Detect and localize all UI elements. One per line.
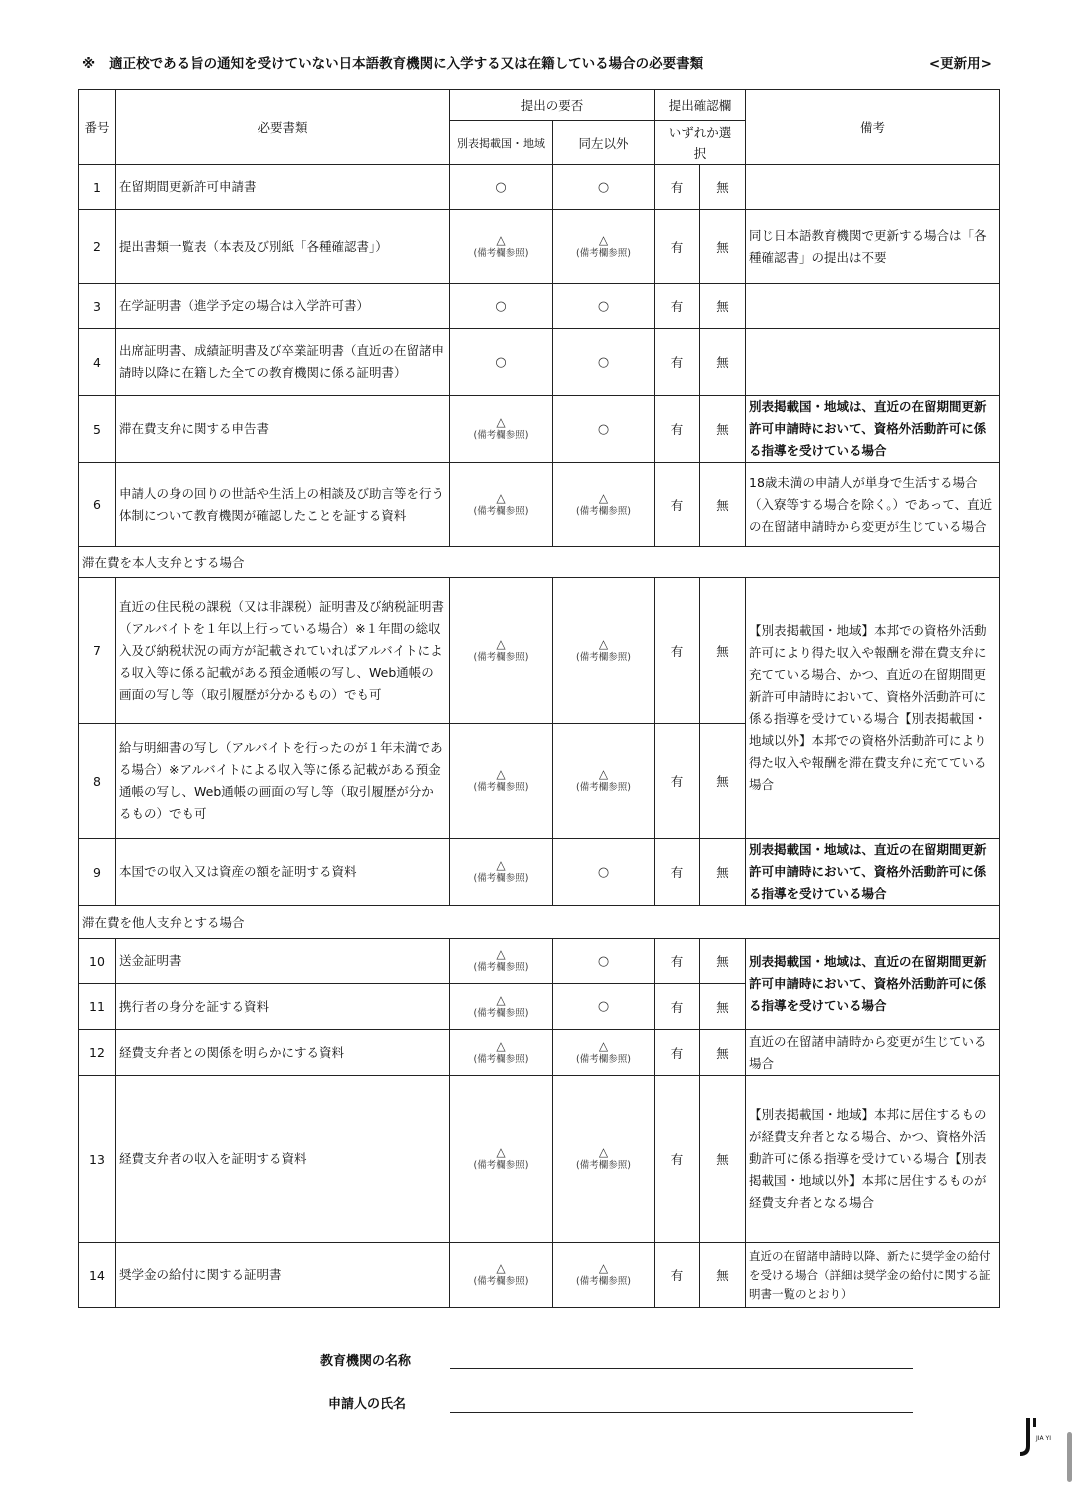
see-remarks-note: (備考欄参照): [576, 505, 631, 517]
scrollbar-thumb[interactable]: [1067, 1432, 1072, 1482]
triangle-mark: △: [598, 636, 609, 651]
triangle-mark: △: [496, 232, 506, 247]
row-remarks: [746, 284, 1000, 329]
no-option[interactable]: 無: [700, 578, 746, 724]
triangle-mark: △: [598, 490, 609, 505]
table-row: [79, 284, 1000, 329]
col-documents-header: 必要書類: [116, 90, 450, 165]
yes-option[interactable]: 有: [655, 578, 700, 724]
listed-cell: [450, 839, 553, 906]
row-remarks: 【別表掲載国・地域】本邦に居住するものが経費支弁者となる場合、かつ、資格外活動許可に係る指導を受けている場合【別表掲載国・地域以外】本邦に居住するものが経費支弁者となる場合: [746, 1076, 1000, 1243]
other-cell: [553, 463, 655, 547]
table-row: [79, 329, 1000, 396]
other-cell: [553, 984, 655, 1030]
circle-mark: ○: [495, 298, 507, 314]
table-row: [79, 1030, 1000, 1076]
yes-option[interactable]: 有: [655, 210, 700, 284]
listed-cell: [450, 329, 553, 396]
no-option[interactable]: 無: [700, 210, 746, 284]
table-row: [79, 210, 1000, 284]
circle-mark: ○: [597, 953, 610, 969]
see-remarks-note: (備考欄参照): [473, 1276, 529, 1287]
section-self-pay: 滞在費を本人支弁とする場合: [79, 547, 1000, 578]
institution-name-field[interactable]: [450, 1368, 913, 1369]
row-remarks: 直近の在留諸申請時以降、新たに奨学金の給付を受ける場合（詳細は奨学金の給付に関する証明書一覧のとおり）: [746, 1243, 1000, 1308]
yes-option[interactable]: 有: [655, 463, 700, 547]
row-number: 9: [79, 839, 116, 906]
see-remarks-note: (備考欄参照): [473, 962, 529, 973]
no-option[interactable]: 無: [700, 984, 746, 1030]
see-remarks-note: (備考欄参照): [576, 1276, 631, 1287]
row-document: 申請人の身の回りの世話や生活上の相談及び助言等を行う体制について教育機関が確認したことを証する資料: [116, 463, 450, 547]
see-remarks-note: (備考欄参照): [473, 505, 529, 517]
see-remarks-note: (備考欄参照): [473, 782, 529, 793]
see-remarks-note: (備考欄参照): [473, 873, 529, 884]
yes-option[interactable]: 有: [655, 1243, 700, 1308]
col-choose-header: [655, 121, 746, 165]
yes-option[interactable]: 有: [655, 724, 700, 839]
yes-option[interactable]: 有: [655, 165, 700, 210]
see-remarks-note: (備考欄参照): [576, 1053, 631, 1065]
other-cell: [553, 839, 655, 906]
row-number: 8: [79, 724, 116, 839]
table-row: [79, 1243, 1000, 1308]
table-row: [79, 939, 1000, 984]
listed-cell: [450, 984, 553, 1030]
listed-cell: [450, 1243, 553, 1308]
merged-remarks-10-11: 別表掲載国・地域は、直近の在留期間更新許可申請時において、資格外活動許可に係る指導を受けている場合: [746, 939, 1000, 1030]
triangle-mark: △: [598, 767, 609, 781]
row-document: 提出書類一覧表（本表及び別紙「各種確認書」）: [116, 210, 450, 284]
other-cell: [553, 165, 655, 210]
col-check-header: 提出確認欄: [655, 90, 746, 121]
triangle-mark: △: [496, 415, 506, 429]
yes-option[interactable]: 有: [655, 396, 700, 463]
yes-option[interactable]: 有: [655, 984, 700, 1030]
no-option[interactable]: 無: [700, 284, 746, 329]
circle-mark: ○: [597, 354, 610, 370]
row-document: 奨学金の給付に関する証明書: [116, 1243, 450, 1308]
see-remarks-note: (備考欄参照): [473, 1160, 529, 1171]
circle-mark: ○: [597, 999, 610, 1014]
triangle-mark: △: [598, 1261, 609, 1275]
row-document: 経費支弁者の収入を証明する資料: [116, 1076, 450, 1243]
row-number: 3: [79, 284, 116, 329]
row-remarks: 直近の在留諸申請時から変更が生じている場合: [746, 1030, 1000, 1076]
section-row: [79, 547, 1000, 578]
table-row: [79, 396, 1000, 463]
other-cell: [553, 724, 655, 839]
other-cell: [553, 578, 655, 724]
col-other-header: 同左以外: [553, 121, 655, 165]
listed-cell: [450, 578, 553, 724]
other-cell: [553, 1030, 655, 1076]
listed-cell: [450, 724, 553, 839]
triangle-mark: △: [598, 232, 609, 247]
see-remarks-note: (備考欄参照): [576, 247, 631, 259]
triangle-mark: △: [496, 636, 506, 651]
see-remarks-note: (備考欄参照): [576, 1160, 631, 1171]
title-text: 適正校である旨の通知を受けていない日本語教育機関に入学する又は在籍している場合の必要書類: [109, 56, 704, 72]
section-other-pay: 滞在費を他人支弁とする場合: [79, 906, 1000, 939]
other-cell: [553, 1076, 655, 1243]
col-requirement-header: 提出の要否: [450, 90, 655, 121]
listed-cell: [450, 210, 553, 284]
see-remarks-note: (備考欄参照): [473, 651, 529, 663]
yes-option[interactable]: 有: [655, 329, 700, 396]
other-cell: [553, 1243, 655, 1308]
listed-cell: [450, 463, 553, 547]
choose-label: いずれか選択: [668, 124, 732, 161]
no-option[interactable]: 無: [700, 939, 746, 984]
row-document: 本国での収入又は資産の額を証明する資料: [116, 839, 450, 906]
table-row: [79, 578, 1000, 724]
row-document: 送金証明書: [116, 939, 450, 984]
row-number: 6: [79, 463, 116, 547]
section-row: [79, 906, 1000, 939]
see-remarks-note: (備考欄参照): [473, 1007, 529, 1019]
brand-logo: [1016, 1416, 1056, 1460]
row-number: 5: [79, 396, 116, 463]
circle-mark: ○: [495, 179, 507, 195]
row-number: 4: [79, 329, 116, 396]
col-number-header: 番号: [79, 90, 116, 165]
no-option[interactable]: 無: [700, 724, 746, 839]
applicant-name-label: 申請人の氏名: [328, 1397, 407, 1412]
institution-name-label: 教育機関の名称: [320, 1354, 412, 1369]
triangle-mark: △: [496, 992, 506, 1007]
see-remarks-note: (備考欄参照): [473, 430, 529, 441]
row-document: 滞在費支弁に関する申告書: [116, 396, 450, 463]
listed-cell: [450, 939, 553, 984]
listed-cell: [450, 1030, 553, 1076]
circle-mark: ○: [597, 421, 610, 437]
page-title: [82, 52, 1002, 72]
row-remarks: 18歳未満の申請人が単身で生活する場合（入寮等する場合を除く。）であって、直近の在留諸申請時から変更が生じている場合: [746, 463, 1000, 547]
other-cell: [553, 939, 655, 984]
applicant-name-field[interactable]: [450, 1412, 913, 1413]
renewal-tag: <更新用>: [928, 56, 992, 72]
logo-icon: [1016, 1416, 1056, 1460]
row-number: 12: [79, 1030, 116, 1076]
row-number: 2: [79, 210, 116, 284]
see-remarks-note: (備考欄参照): [473, 247, 529, 259]
row-number: 14: [79, 1243, 116, 1308]
other-cell: [553, 396, 655, 463]
triangle-mark: △: [496, 767, 506, 781]
row-remarks: 別表掲載国・地域は、直近の在留期間更新許可申請時において、資格外活動許可に係る指導を受けている場合: [746, 839, 1000, 906]
listed-cell: [450, 165, 553, 210]
listed-cell: [450, 284, 553, 329]
row-document: 在学証明書（進学予定の場合は入学許可書）: [116, 284, 450, 329]
circle-mark: ○: [597, 298, 610, 314]
table-row: [79, 463, 1000, 547]
no-option[interactable]: 無: [700, 1030, 746, 1076]
other-cell: [553, 284, 655, 329]
yes-option[interactable]: 有: [655, 839, 700, 906]
see-remarks-note: (備考欄参照): [576, 782, 631, 793]
no-option[interactable]: 無: [700, 396, 746, 463]
listed-cell: [450, 396, 553, 463]
no-option[interactable]: 無: [700, 463, 746, 547]
circle-mark: ○: [597, 179, 610, 195]
row-number: 7: [79, 578, 116, 724]
yes-option[interactable]: 有: [655, 1030, 700, 1076]
table-row: [79, 165, 1000, 210]
row-remarks: 同じ日本語教育機関で更新する場合は「各種確認書」の提出は不要: [746, 210, 1000, 284]
circle-mark: ○: [597, 864, 610, 880]
row-document: 出席証明書、成績証明書及び卒業証明書（直近の在留諸申請時以降に在籍した全ての教育機関に係る証明書）: [116, 329, 450, 396]
row-number: 10: [79, 939, 116, 984]
documents-table: [78, 89, 1000, 1308]
no-option[interactable]: 無: [700, 839, 746, 906]
col-listed-header: 別表掲載国・地域: [450, 121, 553, 165]
see-remarks-note: (備考欄参照): [576, 651, 631, 663]
table-row: [79, 839, 1000, 906]
row-document: 給与明細書の写し（アルバイトを行ったのが１年未満である場合）※アルバイトによる収入等に係る記載がある預金通帳の写し、Web通帳の画面の写し等（取引履歴が分かるもの）でも可: [116, 724, 450, 839]
triangle-mark: △: [496, 1261, 506, 1275]
merged-remarks-7-8: 【別表掲載国・地域】本邦での資格外活動許可により得た収入や報酬を滞在費支弁に充てている場合、かつ、直近の在留期間更新許可申請時において、資格外活動許可に係る指導を受けている場合【別表掲載国・地域以外】本邦での資格外活動許可により得た収入や報酬を滞在費支弁に充てている場合: [746, 578, 1000, 839]
yes-option[interactable]: 有: [655, 284, 700, 329]
row-remarks: [746, 165, 1000, 210]
row-number: 11: [79, 984, 116, 1030]
row-remarks: [746, 329, 1000, 396]
no-option[interactable]: 無: [700, 165, 746, 210]
listed-cell: [450, 1076, 553, 1243]
row-document: 経費支弁者との関係を明らかにする資料: [116, 1030, 450, 1076]
row-remarks: 別表掲載国・地域は、直近の在留期間更新許可申請時において、資格外活動許可に係る指導を受けている場合: [746, 396, 1000, 463]
col-remarks-header: 備考: [746, 90, 1000, 165]
row-document: 直近の住民税の課税（又は非課税）証明書及び納税証明書（アルバイトを１年以上行っている場合）※１年間の総収入及び納税状況の両方が記載されていればアルバイトによる収入等に係る記載がある預金通帳の写し、Web通帳の画面の写し等（取引履歴が分かるもの）でも可: [116, 578, 450, 724]
triangle-mark: △: [598, 1038, 609, 1053]
no-option[interactable]: 無: [700, 1243, 746, 1308]
other-cell: [553, 329, 655, 396]
row-number: 1: [79, 165, 116, 210]
triangle-mark: △: [598, 1145, 609, 1159]
logo-subtext: JIA YI: [1036, 1435, 1051, 1442]
note-mark: ※: [82, 56, 96, 72]
yes-option[interactable]: 有: [655, 939, 700, 984]
triangle-mark: △: [496, 858, 506, 872]
row-document: 在留期間更新許可申請書: [116, 165, 450, 210]
triangle-mark: △: [496, 490, 506, 505]
no-option[interactable]: 無: [700, 329, 746, 396]
triangle-mark: △: [496, 1145, 506, 1159]
no-option[interactable]: 無: [700, 1076, 746, 1243]
row-document: 携行者の身分を証する資料: [116, 984, 450, 1030]
table-row: [79, 1076, 1000, 1243]
row-number: 13: [79, 1076, 116, 1243]
triangle-mark: △: [496, 1038, 506, 1053]
yes-option[interactable]: 有: [655, 1076, 700, 1243]
other-cell: [553, 210, 655, 284]
see-remarks-note: (備考欄参照): [473, 1053, 529, 1065]
circle-mark: ○: [495, 354, 507, 370]
triangle-mark: △: [496, 947, 506, 961]
